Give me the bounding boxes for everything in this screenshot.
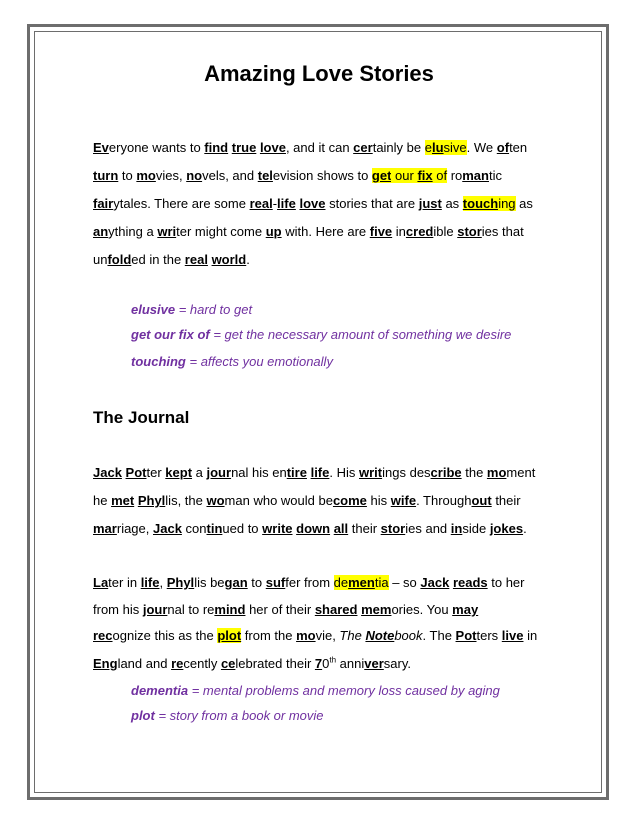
section-heading: The Journal — [93, 408, 190, 427]
stressed-syllable: shared — [314, 602, 358, 617]
stressed-syllable: come — [332, 493, 367, 508]
stressed-syllable: mar — [93, 521, 117, 536]
superscript: th — [329, 655, 337, 665]
vocab-definition: = hard to get — [175, 302, 253, 317]
stressed-syllable: Jack — [153, 521, 182, 536]
stressed-syllable: ver — [364, 656, 384, 671]
vocab-definition: = mental problems and memory loss caused by aging — [188, 683, 500, 698]
journal-line: Later in life, Phyllis began to suffer from dementia – so Jack reads to her — [93, 575, 525, 590]
journal-line: England and recently celebrated their 70th anniversary. — [93, 655, 411, 671]
stressed-syllable: no — [186, 168, 203, 183]
stressed-syllable: out — [471, 493, 492, 508]
stressed-syllable: Pot — [125, 465, 147, 480]
highlighted-text: touch — [462, 196, 499, 211]
stressed-syllable: love — [299, 196, 326, 211]
stressed-syllable: find — [204, 140, 229, 155]
stressed-syllable: life — [310, 465, 330, 480]
journal-line: marriage, Jack continued to write down all their stories and inside jokes. — [93, 521, 527, 536]
stressed-syllable: Eng — [93, 656, 118, 671]
highlighted-text: lu — [431, 140, 444, 155]
highlighted-text: tia — [374, 575, 389, 590]
stressed-syllable: La — [93, 575, 109, 590]
vocab-definition: = get the necessary amount of something we desire — [209, 327, 512, 342]
stressed-syllable: mo — [486, 465, 507, 480]
stressed-syllable: all — [333, 521, 349, 536]
stressed-syllable: cred — [405, 224, 434, 239]
stressed-syllable: writ — [359, 465, 383, 480]
stressed-syllable: Jack — [420, 575, 450, 590]
stressed-syllable: reads — [452, 575, 488, 590]
stressed-syllable: cer — [353, 140, 373, 155]
vocab-item — [131, 353, 333, 370]
highlighted-text: our — [391, 168, 418, 183]
journal-line: recognize this as the plot from the movie, The Notebook. The Potters live in — [93, 628, 538, 643]
stressed-syllable: jokes — [489, 521, 524, 536]
vocab-item — [131, 301, 252, 318]
stressed-syllable: cribe — [430, 465, 462, 480]
page-title: Amazing Love Stories — [204, 61, 434, 86]
stressed-syllable: stor — [457, 224, 482, 239]
stressed-syllable: ce — [220, 656, 236, 671]
stressed-syllable: down — [296, 521, 331, 536]
vocab-term: get our fix of — [131, 327, 210, 342]
stressed-syllable: five — [369, 224, 393, 239]
stressed-syllable: wri — [157, 224, 177, 239]
stressed-syllable: in — [450, 521, 463, 536]
stressed-syllable: The — [339, 628, 366, 643]
intro-line: turn to movies, novels, and television shows to get our fix of romantic — [93, 168, 502, 183]
stressed-syllable: Phyl — [137, 493, 166, 508]
journal-line: Jack Potter kept a journal his entire life. His writings describe the moment — [93, 465, 536, 480]
highlighted-text: plot — [217, 628, 242, 643]
stressed-syllable: fold — [107, 252, 132, 267]
vocab-term: dementia — [131, 683, 189, 698]
stressed-syllable: mo — [296, 628, 316, 643]
highlighted-text: de — [333, 575, 349, 590]
intro-line: anything a writer might come up with. Here are five incredible stories that — [93, 224, 524, 239]
highlighted-text: fix — [417, 168, 433, 183]
stressed-syllable: an — [93, 224, 109, 239]
stressed-syllable: met — [111, 493, 135, 508]
stressed-syllable: 7 — [314, 656, 323, 671]
intro-line: Everyone wants to find true love, and it can certainly be elusive. We often — [93, 140, 528, 155]
stressed-syllable: may — [452, 602, 479, 617]
stressed-syllable: life — [277, 196, 296, 211]
vocab-term: touching — [131, 354, 186, 369]
journal-line: he met Phyllis, the woman who would become his wife. Throughout their — [93, 493, 521, 508]
stressed-syllable: tin — [206, 521, 223, 536]
stressed-syllable: write — [262, 521, 293, 536]
stressed-syllable: gan — [224, 575, 248, 590]
journal-line: from his journal to remind her of their shared memories. You may — [93, 602, 479, 617]
highlighted-text: e — [424, 140, 432, 155]
vocab-definition: = affects you emotionally — [185, 354, 333, 369]
highlighted-text: get — [371, 168, 392, 183]
stressed-syllable: world — [211, 252, 247, 267]
highlighted-text: ing — [498, 196, 516, 211]
stressed-syllable: Note — [365, 628, 395, 643]
stressed-syllable: mo — [136, 168, 156, 183]
stressed-syllable: life — [140, 575, 160, 590]
stressed-syllable: jour — [206, 465, 232, 480]
stressed-syllable: man — [462, 168, 489, 183]
vocab-term: elusive — [131, 302, 176, 317]
vocab-item — [131, 682, 500, 699]
stressed-syllable: love — [259, 140, 286, 155]
stressed-syllable: live — [501, 628, 524, 643]
stressed-syllable: true — [231, 140, 257, 155]
stressed-syllable: stor — [380, 521, 406, 536]
stressed-syllable: tel — [257, 168, 273, 183]
vocab-item — [131, 707, 324, 724]
stressed-syllable: kept — [165, 465, 193, 480]
highlighted-text: sive — [443, 140, 467, 155]
intro-line: fairytales. There are some real-life love stories that are just as touching as — [93, 196, 533, 211]
stressed-syllable: up — [265, 224, 282, 239]
stressed-syllable: wife — [390, 493, 417, 508]
stressed-syllable: tire — [286, 465, 307, 480]
vocab-item — [131, 326, 511, 343]
stressed-syllable: mind — [214, 602, 246, 617]
highlighted-text: of — [432, 168, 448, 183]
stressed-syllable: wo — [206, 493, 225, 508]
stressed-syllable: mem — [361, 602, 392, 617]
stressed-syllable: real — [184, 252, 208, 267]
stressed-syllable: suf — [265, 575, 286, 590]
stressed-syllable: Phyl — [166, 575, 195, 590]
stressed-syllable: book — [394, 628, 423, 643]
stressed-syllable: Jack — [93, 465, 122, 480]
stressed-syllable: just — [418, 196, 442, 211]
stressed-syllable: Pot — [455, 628, 477, 643]
stressed-syllable: jour — [142, 602, 168, 617]
highlighted-text: men — [348, 575, 375, 590]
stressed-syllable: rec — [93, 628, 113, 643]
stressed-syllable: re — [171, 656, 184, 671]
stressed-syllable: Ev — [93, 140, 109, 155]
stressed-syllable: of — [496, 140, 510, 155]
stressed-syllable: fair — [93, 196, 114, 211]
intro-line: unfolded in the real world. — [93, 252, 250, 267]
vocab-definition: = story from a book or movie — [154, 708, 324, 723]
vocab-term: plot — [131, 708, 155, 723]
stressed-syllable: real — [249, 196, 273, 211]
stressed-syllable: turn — [93, 168, 119, 183]
